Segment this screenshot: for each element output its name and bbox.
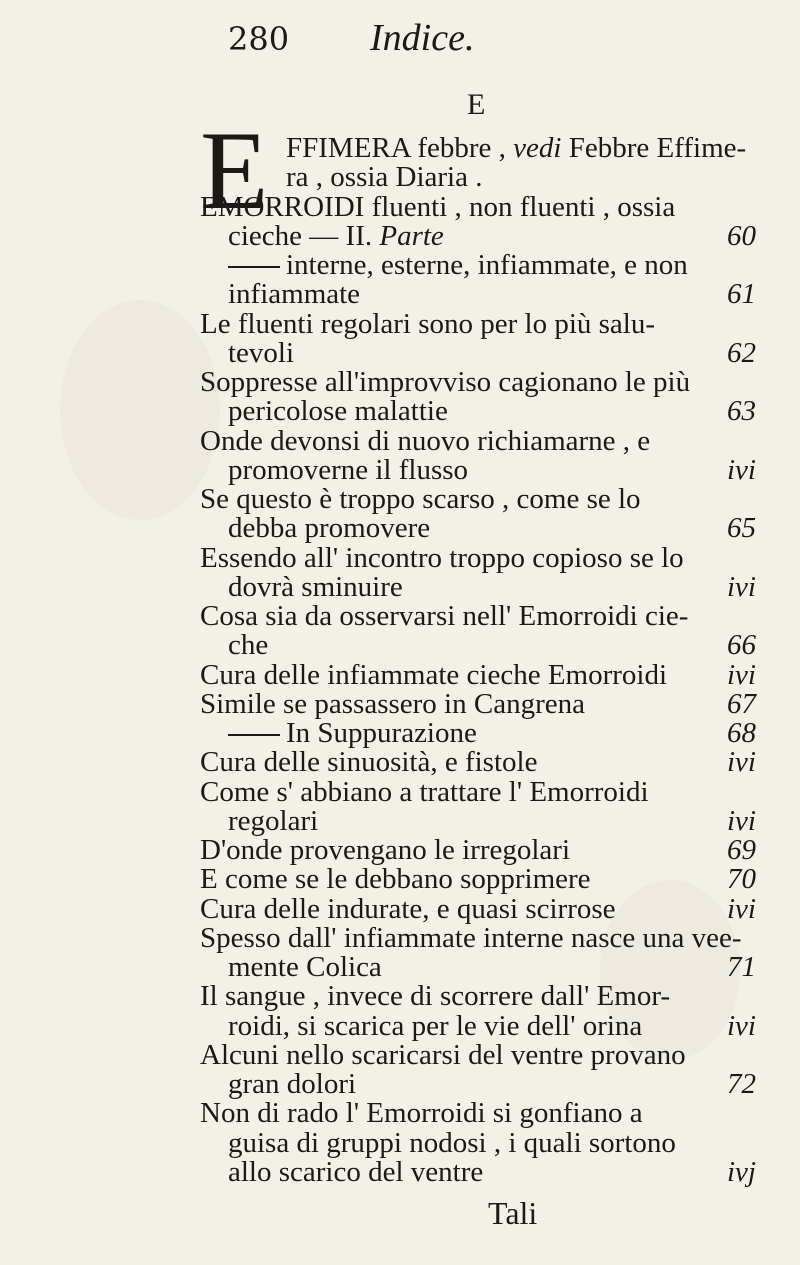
entry-text: mente Colica bbox=[228, 951, 382, 984]
entry-text: interne, esterne, infiammate, e non bbox=[286, 249, 688, 282]
catchword: Tali bbox=[488, 1195, 538, 1231]
entry-text: In Suppurazione bbox=[286, 717, 477, 750]
entry-text: Cura delle indurate, e quasi scirrose bbox=[200, 892, 616, 925]
ditto-dash bbox=[228, 266, 280, 268]
entry-page-ref: ivi bbox=[727, 658, 756, 691]
entry-page-ref: ivi bbox=[727, 892, 756, 925]
running-title: Indice. bbox=[370, 17, 475, 59]
entry-text: gran dolori bbox=[228, 1068, 357, 1101]
entry-text: Se questo è troppo scarso , come se lo bbox=[200, 483, 641, 516]
entry-text: Essendo all' incontro troppo copioso se lo bbox=[200, 541, 684, 574]
entry-page-ref: 61 bbox=[727, 278, 756, 311]
index-entry-line bbox=[228, 1152, 800, 1192]
entry-page-ref: ivi bbox=[727, 570, 756, 603]
entry-page-ref: 66 bbox=[727, 629, 756, 662]
ditto-dash bbox=[228, 734, 280, 736]
entry-text: allo scarico del ventre bbox=[228, 1156, 484, 1188]
entry-page-ref: 67 bbox=[727, 687, 756, 720]
entry-text: FFIMERA febbre , vedi Febbre Effime- bbox=[286, 132, 747, 164]
entry-text: D'onde provengano le irregolari bbox=[200, 834, 571, 867]
entry-text: EMORROIDI fluenti , non fluenti , ossia bbox=[200, 190, 676, 223]
entry-page-ref: 60 bbox=[727, 219, 756, 252]
entry-page-ref: 65 bbox=[727, 512, 756, 545]
section-letter: E bbox=[467, 88, 486, 121]
entry-page-ref: 62 bbox=[727, 336, 756, 369]
entry-page-ref: ivi bbox=[727, 1009, 756, 1042]
page-number: 280 bbox=[228, 20, 290, 58]
entry-text: Non di rado l' Emorroidi si gonfiano a bbox=[200, 1097, 643, 1130]
entry-text: Simile se passassero in Cangrena bbox=[200, 687, 585, 720]
entry-text: Onde devonsi di nuovo richiamarne , e bbox=[200, 424, 651, 457]
entry-text: promoverne il flusso bbox=[228, 453, 469, 486]
entry-text: Come s' abbiano a trattare l' Emorroidi bbox=[200, 775, 649, 808]
entry-text: Spesso dall' infiammate interne nasce una vee- bbox=[200, 921, 742, 954]
entry-text: Cura delle infiammate cieche Emorroidi bbox=[200, 658, 668, 691]
entry-text: Le fluenti regolari sono per lo più salu- bbox=[200, 307, 656, 340]
entry-text: infiammate bbox=[228, 278, 361, 311]
entry-page-ref: 71 bbox=[727, 951, 756, 984]
entry-page-ref: 69 bbox=[727, 834, 756, 867]
drop-cap: E bbox=[200, 109, 269, 233]
entry-page-ref: 68 bbox=[727, 717, 756, 750]
entry-page-ref: ivi bbox=[727, 746, 756, 779]
entry-page-ref: 72 bbox=[727, 1068, 756, 1101]
entry-text: Cura delle sinuosità, e fistole bbox=[200, 746, 538, 779]
entry-text: che bbox=[228, 629, 269, 662]
entry-text: roidi, si scarica per le vie dell' orina bbox=[228, 1009, 643, 1042]
entry-page-ref: ivi bbox=[727, 804, 756, 837]
entry-page-ref: ivi bbox=[727, 453, 756, 486]
entry-text: Alcuni nello scaricarsi del ventre provano bbox=[200, 1038, 686, 1071]
entry-text: dovrà sminuire bbox=[228, 570, 403, 603]
entry-text: Il sangue , invece di scorrere dall' Emor- bbox=[200, 980, 671, 1013]
entry-text: guisa di gruppi nodosi , i quali sortono bbox=[228, 1126, 676, 1159]
entry-text: ra , ossia Diaria . bbox=[286, 161, 483, 194]
entry-text: regolari bbox=[228, 804, 319, 837]
entry-text: E come se le debbano sopprimere bbox=[200, 863, 591, 896]
entry-page-ref: ivj bbox=[727, 1156, 756, 1188]
entry-text: Cosa sia da osservarsi nell' Emorroidi cie- bbox=[200, 600, 689, 633]
entry-text: Soppresse all'improvviso cagionano le più bbox=[200, 366, 691, 399]
entry-page-ref: 70 bbox=[727, 863, 756, 896]
entry-text: tevoli bbox=[228, 336, 295, 369]
entry-text: cieche — II. Parte bbox=[228, 219, 444, 252]
entry-text: debba promovere bbox=[228, 512, 431, 545]
entry-text: pericolose malattie bbox=[228, 395, 448, 428]
entry-page-ref: 63 bbox=[727, 395, 756, 428]
